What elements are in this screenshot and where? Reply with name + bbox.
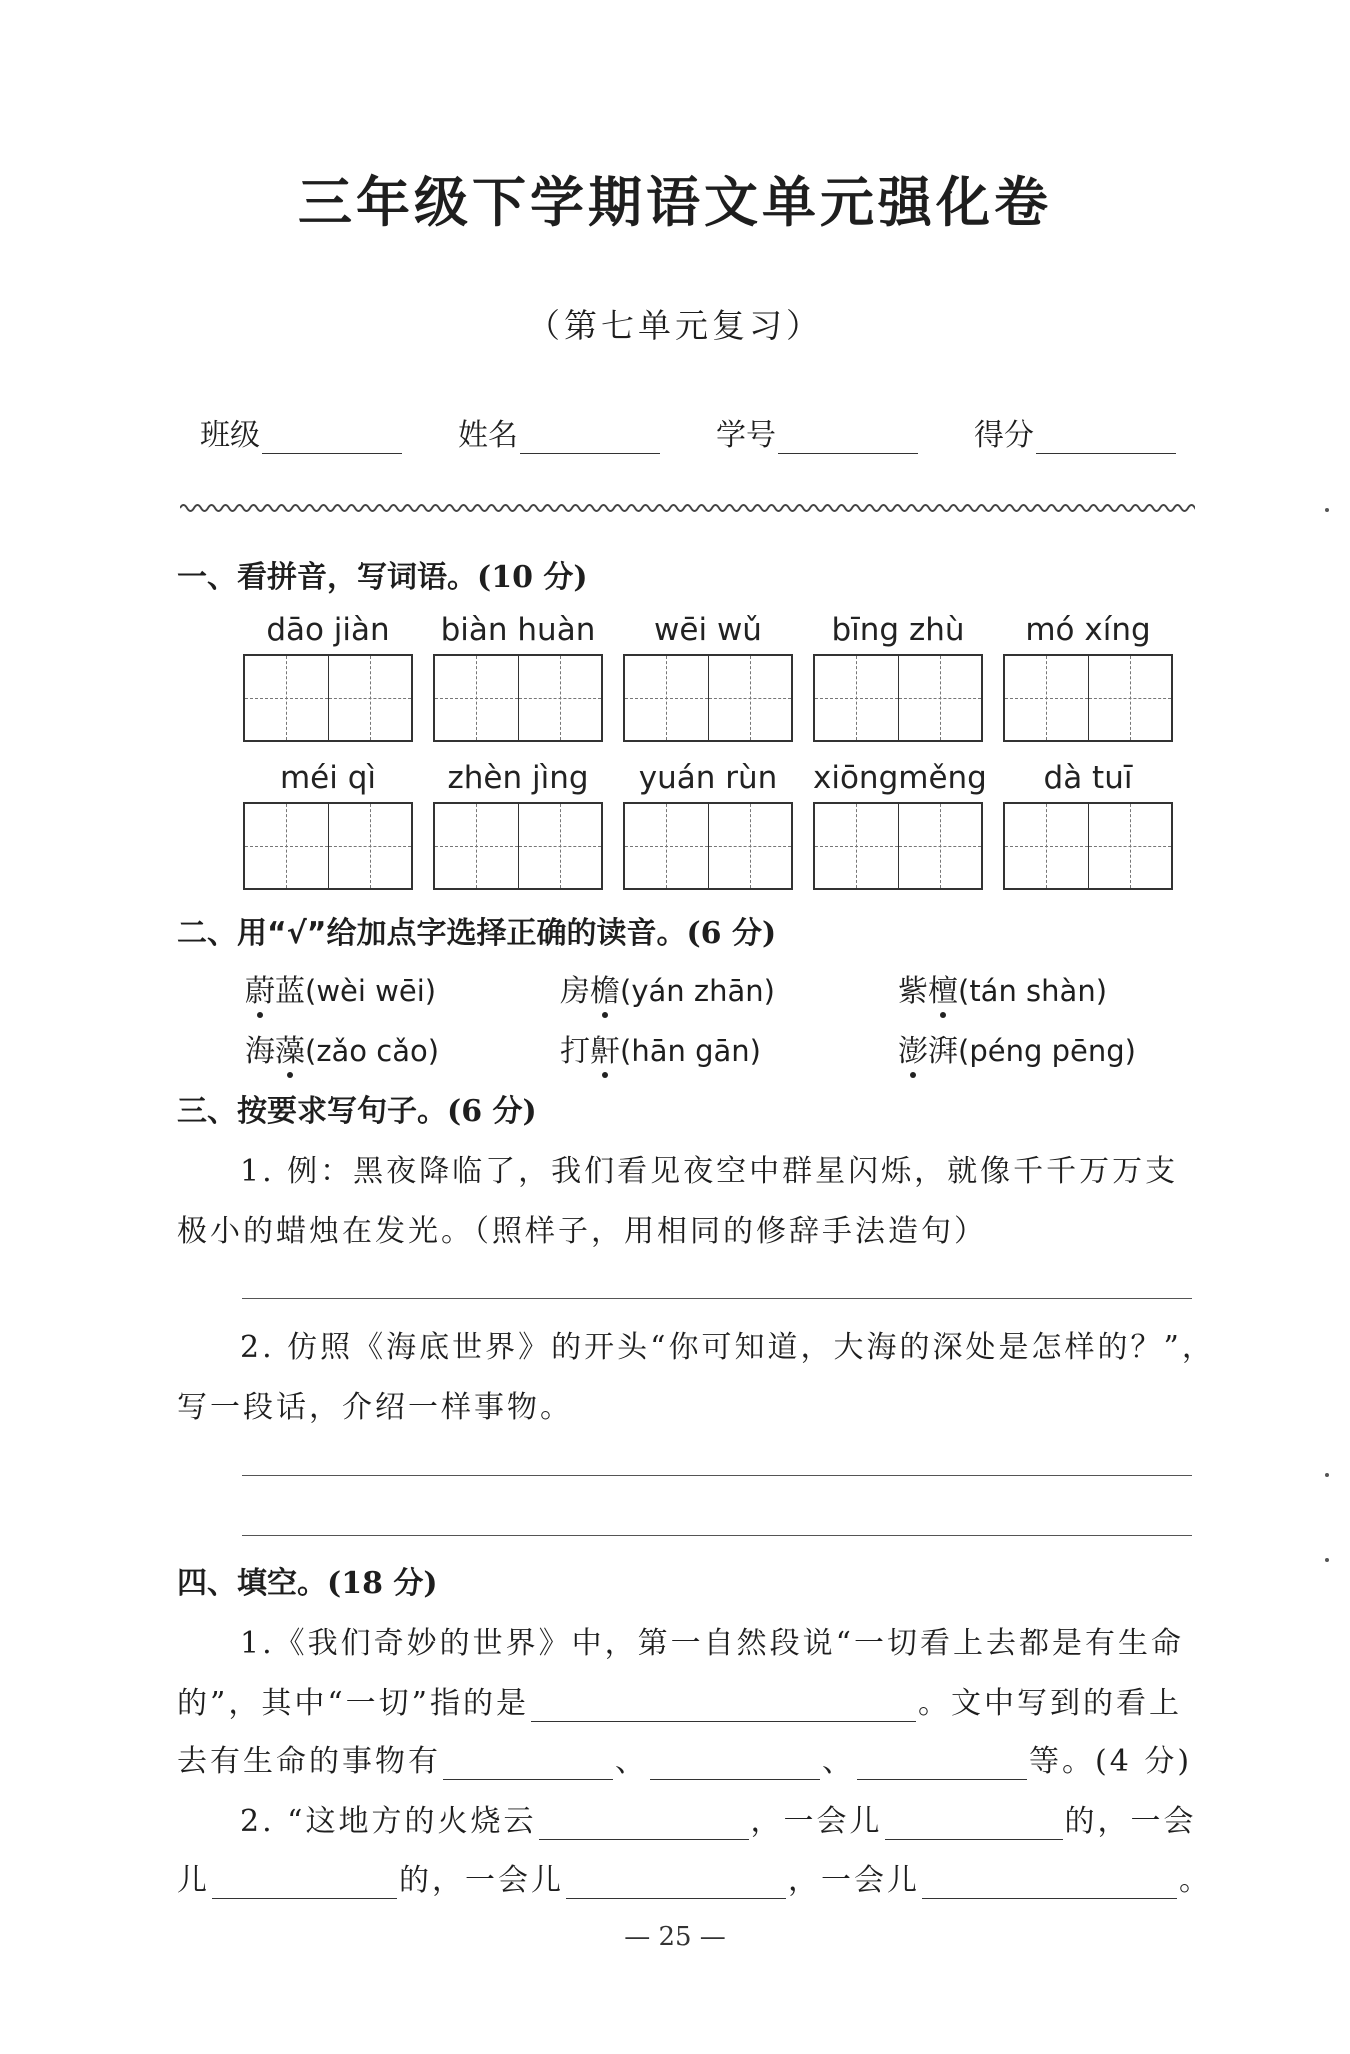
q4-2-blank-2[interactable] <box>885 1809 1063 1840</box>
q3-1-answer-line[interactable] <box>242 1298 1192 1299</box>
page-number: — 25 — <box>624 1922 726 1952</box>
pronunciation-choice[interactable] <box>560 966 775 1010</box>
student-id-blank[interactable] <box>778 417 918 454</box>
q4-2-blank-1[interactable] <box>539 1809 749 1840</box>
section-3-heading: 三、按要求写句子。(6 分) <box>177 1094 537 1129</box>
score-blank[interactable] <box>1036 417 1176 454</box>
tian-zi-ge-cell[interactable] <box>1088 804 1172 888</box>
writing-grid-box[interactable] <box>1003 802 1173 890</box>
q3-2-text-line1: 2. 仿照《海底世界》的开头“你可知道，大海的深处是怎样的？”， <box>240 1330 1215 1365</box>
q4-2-line2: 儿 的，一会儿 ，一会儿 。 <box>177 1863 1212 1898</box>
tian-zi-ge-cell[interactable] <box>625 656 708 740</box>
edge-mark <box>1325 508 1329 512</box>
pinyin-label: zhèn jìng <box>447 760 589 796</box>
q4-2-blank-4[interactable] <box>566 1868 786 1899</box>
tian-zi-ge-cell[interactable] <box>625 804 708 888</box>
pinyin-label: wēi wǔ <box>654 612 762 648</box>
q3-2-text-line2: 写一段话，介绍一样事物。 <box>177 1390 573 1425</box>
pinyin-options[interactable]: (yán zhān) <box>620 974 775 1008</box>
pinyin-label: mó xíng <box>1025 612 1151 648</box>
pinyin-options[interactable]: (zǎo cǎo) <box>305 1034 440 1068</box>
writing-grid-box[interactable] <box>623 654 793 742</box>
choice-char: 湃 <box>928 1034 958 1069</box>
tian-zi-ge-cell[interactable] <box>815 656 898 740</box>
tian-zi-ge-cell[interactable] <box>708 804 792 888</box>
q4-1-blank-2[interactable] <box>443 1749 613 1780</box>
q4-1-line2: 的”，其中“一切”指的是 。文中写到的看上 <box>177 1686 1183 1721</box>
q4-1-blank-1[interactable] <box>531 1691 916 1722</box>
choice-char: 房 <box>560 974 590 1009</box>
choice-char: 蓝 <box>275 974 305 1009</box>
section-1-heading: 一、看拼音，写词语。(10 分) <box>177 560 588 595</box>
pinyin-label: méi qì <box>279 760 377 796</box>
tian-zi-ge-cell[interactable] <box>328 804 412 888</box>
class-field[interactable]: 班级 <box>200 410 402 454</box>
pinyin-label: dāo jiàn <box>266 612 390 648</box>
pronunciation-choice[interactable] <box>898 1026 1136 1070</box>
pinyin-label: bīng zhù <box>831 612 965 648</box>
q4-1-blank-3[interactable] <box>650 1749 820 1780</box>
page-subtitle: （第七单元复习） <box>527 306 823 345</box>
pinyin-options[interactable]: (tán shàn) <box>958 974 1108 1008</box>
student-id-field[interactable]: 学号 <box>716 410 918 454</box>
tian-zi-ge-cell[interactable] <box>518 804 602 888</box>
tian-zi-ge-cell[interactable] <box>518 656 602 740</box>
tian-zi-ge-cell[interactable] <box>245 804 328 888</box>
writing-grid-box[interactable] <box>433 802 603 890</box>
tian-zi-ge-cell[interactable] <box>898 656 982 740</box>
pinyin-options[interactable]: (péng pēng) <box>958 1034 1136 1068</box>
tian-zi-ge-cell[interactable] <box>1088 656 1172 740</box>
edge-mark <box>1325 1558 1329 1562</box>
writing-grid-box[interactable] <box>243 802 413 890</box>
choice-char: 鼾 <box>590 1026 620 1070</box>
q3-1-text-line2: 极小的蜡烛在发光。（照样子，用相同的修辞手法造句） <box>177 1214 987 1249</box>
tian-zi-ge-cell[interactable] <box>435 656 518 740</box>
pronunciation-choice[interactable] <box>560 1026 761 1070</box>
q4-2-blank-5[interactable] <box>922 1868 1177 1899</box>
wave-divider <box>180 500 1195 516</box>
name-field[interactable]: 姓名 <box>458 410 660 454</box>
choice-char: 檀 <box>928 966 958 1010</box>
writing-grid-box[interactable] <box>813 802 983 890</box>
pinyin-label: dà tuī <box>1043 760 1133 796</box>
pronunciation-choice[interactable] <box>245 966 436 1010</box>
choice-char: 澎 <box>898 1026 928 1070</box>
tian-zi-ge-cell[interactable] <box>708 656 792 740</box>
name-blank[interactable] <box>520 417 660 454</box>
choice-char: 打 <box>560 1034 590 1069</box>
q4-2-line1: 2. “这地方的火烧云 ，一会儿 的，一会 <box>240 1804 1197 1839</box>
pinyin-label: yuán rùn <box>638 760 778 796</box>
writing-grid-box[interactable] <box>243 654 413 742</box>
tian-zi-ge-cell[interactable] <box>328 656 412 740</box>
tian-zi-ge-cell[interactable] <box>815 804 898 888</box>
score-field[interactable]: 得分 <box>974 410 1176 454</box>
tian-zi-ge-cell[interactable] <box>1005 804 1088 888</box>
tian-zi-ge-cell[interactable] <box>898 804 982 888</box>
tian-zi-ge-cell[interactable] <box>245 656 328 740</box>
tian-zi-ge-cell[interactable] <box>435 804 518 888</box>
pinyin-options[interactable]: (hān gān) <box>620 1034 761 1068</box>
choice-char: 海 <box>245 1034 275 1069</box>
edge-mark <box>1325 1473 1329 1477</box>
class-blank[interactable] <box>262 417 402 454</box>
writing-grid-box[interactable] <box>623 802 793 890</box>
section-4-heading: 四、填空。(18 分) <box>177 1566 438 1601</box>
choice-char: 藻 <box>275 1026 305 1070</box>
section-2-heading: 二、用“√”给加点字选择正确的读音。(6 分) <box>177 916 777 951</box>
pinyin-options[interactable]: (wèi wēi) <box>305 974 437 1008</box>
q3-2-answer-line-1[interactable] <box>242 1475 1192 1476</box>
q4-1-line1: 1.《我们奇妙的世界》中，第一自然段说“一切看上去都是有生命 <box>240 1626 1184 1661</box>
q4-1-line3: 去有生命的事物有 、 、 等。(4 分) <box>177 1744 1193 1779</box>
q4-1-blank-4[interactable] <box>857 1749 1027 1780</box>
pronunciation-choice[interactable] <box>898 966 1107 1010</box>
choice-char: 紫 <box>898 974 928 1009</box>
q3-1-text-line1: 1. 例：黑夜降临了，我们看见夜空中群星闪烁，就像千千万万支 <box>240 1154 1179 1189</box>
writing-grid-box[interactable] <box>813 654 983 742</box>
writing-grid-box[interactable] <box>1003 654 1173 742</box>
pinyin-label: xiōngměng <box>813 760 987 796</box>
choice-char: 檐 <box>590 966 620 1010</box>
pinyin-label: biàn huàn <box>440 612 596 648</box>
writing-grid-box[interactable] <box>433 654 603 742</box>
page-title: 三年级下学期语文单元强化卷 <box>298 170 1052 234</box>
choice-char: 蔚 <box>245 966 275 1010</box>
tian-zi-ge-cell[interactable] <box>1005 656 1088 740</box>
pronunciation-choice[interactable] <box>245 1026 439 1070</box>
q3-2-answer-line-2[interactable] <box>242 1535 1192 1536</box>
q4-2-blank-3[interactable] <box>212 1868 397 1899</box>
